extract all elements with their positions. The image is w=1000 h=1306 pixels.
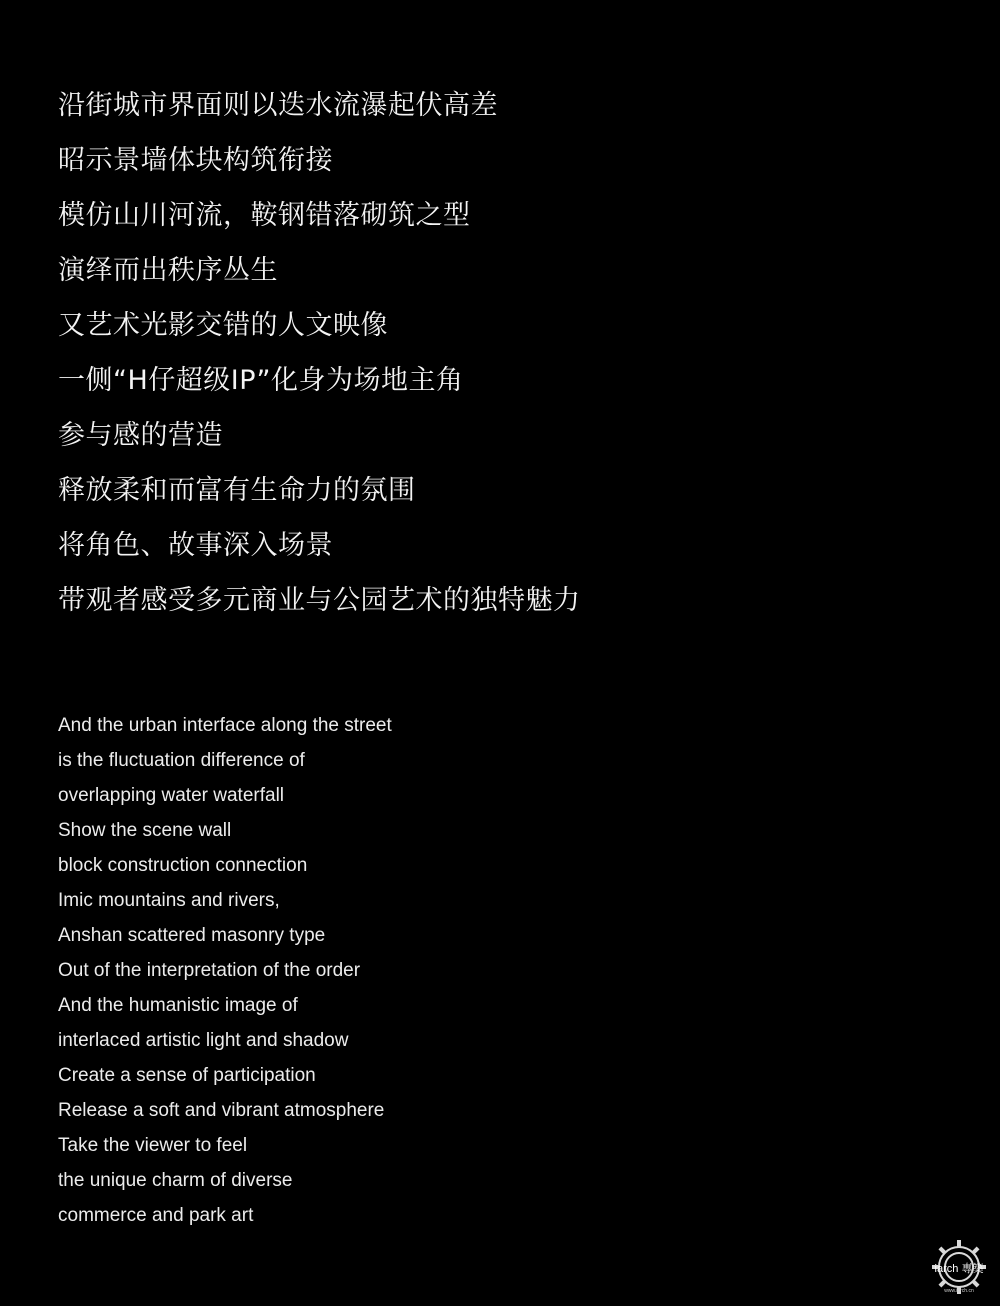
english-line: is the fluctuation difference of bbox=[58, 750, 305, 771]
watermark-logo bbox=[928, 1236, 990, 1298]
english-line: And the humanistic image of bbox=[58, 995, 298, 1016]
chinese-text-block bbox=[58, 84, 938, 634]
english-line: overlapping water waterfall bbox=[58, 785, 285, 806]
chinese-line: 昭示景墙体块构筑衔接 bbox=[58, 145, 333, 176]
chinese-line: 模仿山川河流，鞍钢错落砌筑之型 bbox=[58, 200, 471, 231]
english-line: Show the scene wall bbox=[58, 820, 232, 841]
gear-logo-icon bbox=[928, 1236, 990, 1298]
chinese-line: 沿街城市界面则以迭水流瀑起伏高差 bbox=[58, 90, 498, 121]
english-line: the unique charm of diverse bbox=[58, 1170, 293, 1191]
english-line: And the urban interface along the street bbox=[58, 715, 392, 736]
english-line: Release a soft and vibrant atmosphere bbox=[58, 1100, 385, 1121]
chinese-line: 演绎而出秩序丛生 bbox=[58, 255, 278, 286]
watermark-url: www.iarch.cn bbox=[944, 1288, 974, 1294]
english-line: Take the viewer to feel bbox=[58, 1135, 248, 1156]
chinese-line: 带观者感受多元商业与公园艺术的独特魅力 bbox=[58, 585, 581, 616]
english-line: Imic mountains and rivers, bbox=[58, 890, 280, 911]
chinese-line: 将角色、故事深入场景 bbox=[58, 530, 333, 561]
english-line: Anshan scattered masonry type bbox=[58, 925, 326, 946]
english-line: commerce and park art bbox=[58, 1205, 254, 1226]
chinese-line: 释放柔和而富有生命力的氛围 bbox=[58, 475, 416, 506]
chinese-line: 参与感的营造 bbox=[58, 420, 223, 451]
english-text-block bbox=[58, 712, 758, 1237]
english-line: interlaced artistic light and shadow bbox=[58, 1030, 349, 1051]
english-line: Out of the interpretation of the order bbox=[58, 960, 361, 981]
watermark-text: iarch 專築 bbox=[934, 1263, 984, 1275]
chinese-line: 又艺术光影交错的人文映像 bbox=[58, 310, 388, 341]
chinese-line: 一侧“H仔超级IP”化身为场地主角 bbox=[58, 365, 464, 396]
english-line: block construction connection bbox=[58, 855, 308, 876]
english-line: Create a sense of participation bbox=[58, 1065, 316, 1086]
